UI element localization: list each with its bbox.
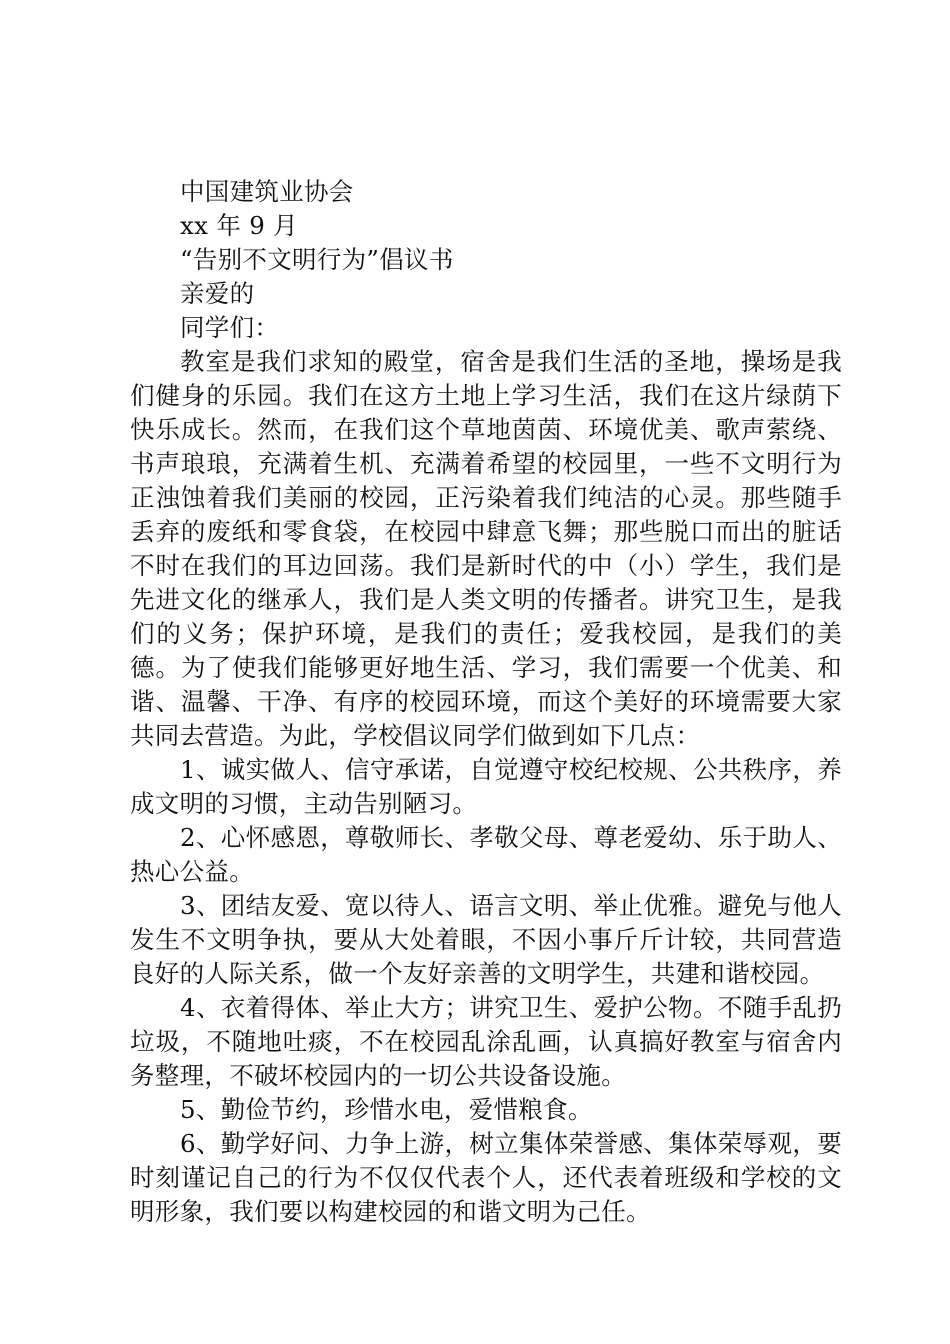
proposal-item-4: 4、衣着得体、举止大方；讲究卫生、爱护公物。不随手乱扔垃圾，不随地吐痰，不在校园乱涂乱画，认真搞好教室与宿舍内务整理，不破坏校园内的一切公共设备设施。	[130, 993, 842, 1090]
document-title: “告别不文明行为”倡议书	[180, 245, 454, 274]
proposal-item-1: 1、诚实做人、信守承诺，自觉遵守校纪校规、公共秩序，养成文明的习惯，主动告别陋习。	[130, 755, 842, 818]
document-date: xx 年 9 月	[180, 211, 298, 240]
organization-name: 中国建筑业协会	[180, 177, 354, 206]
document-page	[130, 175, 842, 1229]
proposal-item-3: 3、团结友爱、宽以待人、语言文明、举止优雅。避免与他人发生不文明争执，要从大处着眼，不因小事斤斤计较，共同营造良好的人际关系，做一个友好亲善的文明学生，共建和谐校园。	[130, 891, 842, 988]
salutation-line-2: 同学们：	[180, 313, 280, 342]
proposal-item-5: 5、勤俭节约，珍惜水电，爱惜粮食。	[180, 1095, 593, 1124]
salutation-line-1: 亲爱的	[180, 279, 255, 308]
intro-paragraph: 教室是我们求知的殿堂，宿舍是我们生活的圣地，操场是我们健身的乐园。我们在这方土地上学习生活，我们在这片绿荫下快乐成长。然而，在我们这个草地茵茵、环境优美、歌声萦绕、书声琅琅，充满着生机、充满着希望的校园里，一些不文明行为正浊蚀着我们美丽的校园，正污染着我们纯洁的心灵。那些随手丢弃的废纸和零食袋，在校园中肆意飞舞；那些脱口而出的脏话不时在我们的耳边回荡。我们是新时代的中（小）学生，我们是先进文化的继承人，我们是人类文明的传播者。讲究卫生，是我们的义务；保护环境，是我们的责任；爱我校园，是我们的美德。为了使我们能够更好地生活、学习，我们需要一个优美、和谐、温馨、干净、有序的校园环境，而这个美好的环境需要大家共同去营造。为此，学校倡议同学们做到如下几点：	[130, 347, 842, 750]
proposal-item-2: 2、心怀感恩，尊敬师长、孝敬父母、尊老爱幼、乐于助人、热心公益。	[130, 823, 842, 886]
proposal-item-6: 6、勤学好问、力争上游，树立集体荣誉感、集体荣辱观，要时刻谨记自己的行为不仅仅代表个人，还代表着班级和学校的文明形象，我们要以构建校园的和谐文明为己任。	[130, 1129, 842, 1226]
